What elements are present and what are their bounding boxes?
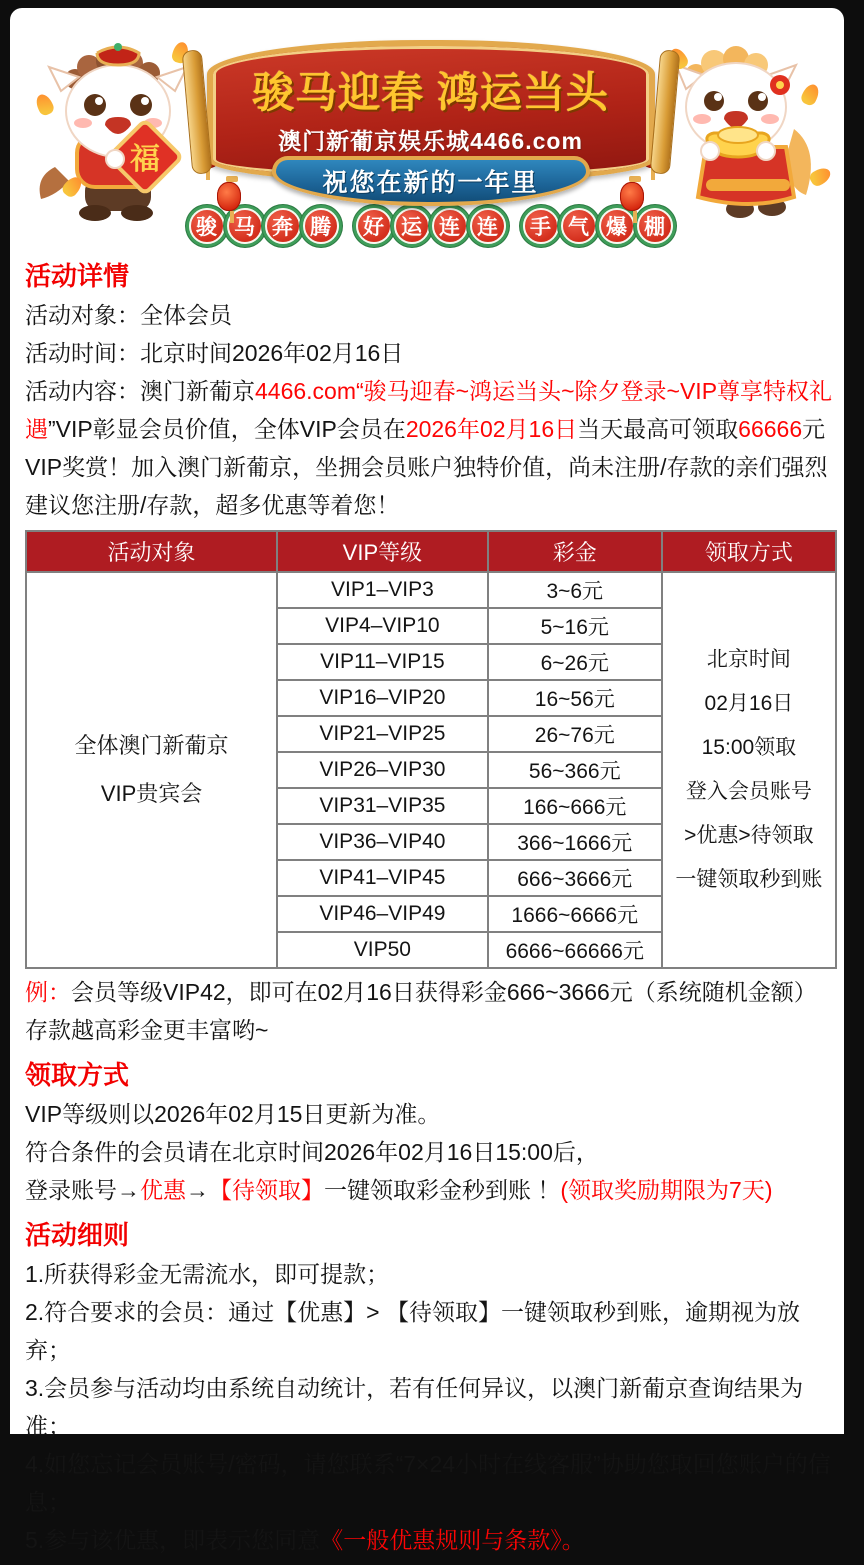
banner-site-url: 澳门新葡京娱乐城4466.com bbox=[278, 128, 583, 154]
slogan-badge-11: 爆 bbox=[599, 208, 635, 244]
text-segment: 4466.com bbox=[255, 378, 357, 404]
prize-cell: 16~56元 bbox=[488, 680, 662, 716]
text-segment: 符合条件的会员请在北京时间2026年02月16日15:00后， bbox=[25, 1139, 599, 1165]
header-claim-method: 领取方式 bbox=[662, 531, 836, 572]
banner-title: 骏马迎春 鸿运当头 bbox=[252, 69, 609, 116]
slogan-badge-8: 连 bbox=[470, 208, 506, 244]
text-segment: 一键领取彩金秒到账 ！ bbox=[324, 1177, 561, 1203]
prize-cell: 366~1666元 bbox=[488, 824, 662, 860]
banner-ribbon-text: 祝您在新的一年里 bbox=[322, 169, 539, 197]
header-prize: 彩金 bbox=[488, 531, 662, 572]
level-cell: VIP31–VIP35 bbox=[277, 788, 488, 824]
text-segment: 3.会员参与活动均由系统自动统计，若有任何异议，以澳门新葡京查询结果为准； bbox=[25, 1375, 804, 1439]
promo-banner bbox=[25, 36, 836, 250]
level-cell: VIP36–VIP40 bbox=[277, 824, 488, 860]
slogan-badge-5: 好 bbox=[356, 208, 392, 244]
slogan-badge-7: 连 bbox=[432, 208, 468, 244]
prize-cell: 666~3666元 bbox=[488, 860, 662, 896]
rules-list bbox=[25, 1255, 836, 1559]
text-segment: 66666 bbox=[738, 416, 803, 442]
text-segment: 2.符合要求的会员：通过【优惠】> 【待领取】一键领取秒到账，逾期视为放弃； bbox=[25, 1299, 801, 1363]
claim-method-cell: 北京时间 02月16日 15:00领取 登入会员账号 >优惠>待领取 一键领取秒到账 bbox=[662, 572, 836, 968]
rule-item-1 bbox=[25, 1255, 836, 1293]
section-heading-details: 活动详情 bbox=[25, 261, 130, 291]
text-segment: 1.所获得彩金无需流水，即可提款； bbox=[25, 1261, 390, 1287]
level-cell: VIP26–VIP30 bbox=[277, 752, 488, 788]
terms-link[interactable]: 《一般优惠规则与条款》。 bbox=[320, 1527, 585, 1553]
text-segment: 活动内容：澳门新葡京 bbox=[25, 378, 255, 404]
text-segment: 2026年02月16日 bbox=[405, 416, 578, 442]
prize-cell: 1666~6666元 bbox=[488, 896, 662, 932]
rule-item-2 bbox=[25, 1293, 836, 1369]
svg-text:福: 福 bbox=[130, 143, 160, 176]
prize-cell: 56~366元 bbox=[488, 752, 662, 788]
slogan-badge-2: 马 bbox=[227, 208, 263, 244]
section-heading-rules: 活动细则 bbox=[25, 1220, 130, 1250]
text-segment: (领取奖励期限为7天) bbox=[560, 1177, 773, 1203]
lantern-icon bbox=[217, 182, 241, 211]
text-segment: 【待领取】 bbox=[209, 1177, 324, 1203]
rule-item-4 bbox=[25, 1445, 836, 1521]
claim-line-3 bbox=[25, 1171, 836, 1209]
level-cell: VIP16–VIP20 bbox=[277, 680, 488, 716]
content-panel bbox=[10, 8, 844, 1553]
rule-item-3 bbox=[25, 1369, 836, 1445]
slogan-badge-10: 气 bbox=[561, 208, 597, 244]
text-segment: 5.参与该优惠，即表示您同意 bbox=[25, 1527, 321, 1553]
prize-cell: 26~76元 bbox=[488, 716, 662, 752]
claim-line-2 bbox=[25, 1133, 836, 1171]
text-segment: VIP等级则以2026年02月15日更新为准。 bbox=[25, 1101, 441, 1127]
text-segment: → bbox=[186, 1177, 209, 1203]
text-segment: ”VIP彰显会员价值，全体VIP会员在 bbox=[48, 416, 406, 442]
event-target-line bbox=[25, 296, 836, 334]
claim-line-1 bbox=[25, 1095, 836, 1133]
event-time-line bbox=[25, 334, 836, 372]
banner-ribbon bbox=[272, 156, 590, 206]
slogan-badge-6: 运 bbox=[394, 208, 430, 244]
slogan-badge-9: 手 bbox=[523, 208, 559, 244]
lantern-icon bbox=[620, 182, 644, 211]
text-segment: 4.如您忘记会员账号/密码，请您联系“7×24小时在线客服”协助您取回您账户的信息； bbox=[25, 1451, 831, 1515]
level-cell: VIP11–VIP15 bbox=[277, 644, 488, 680]
text-segment: 活动时间：北京时间2026年02月16日 bbox=[25, 340, 404, 366]
horse-blush bbox=[74, 118, 92, 128]
prize-cell: 3~6元 bbox=[488, 572, 662, 608]
prize-cell: 6666~66666元 bbox=[488, 932, 662, 968]
header-vip-level: VIP等级 bbox=[277, 531, 488, 572]
slogan-badge-4: 腾 bbox=[303, 208, 339, 244]
event-content-paragraph bbox=[25, 372, 836, 524]
level-cell: VIP21–VIP25 bbox=[277, 716, 488, 752]
text-segment: 当天最高可领取 bbox=[577, 416, 739, 442]
rule-item-5 bbox=[25, 1521, 836, 1559]
slogan-badge-3: 奔 bbox=[265, 208, 301, 244]
header-target: 活动对象 bbox=[26, 531, 277, 572]
level-cell: VIP46–VIP49 bbox=[277, 896, 488, 932]
section-heading-claim: 领取方式 bbox=[25, 1060, 130, 1090]
text-segment: 登录账号→ bbox=[25, 1177, 140, 1203]
level-cell: VIP1–VIP3 bbox=[277, 572, 488, 608]
slogan-badge-12: 棚 bbox=[637, 208, 673, 244]
level-cell: VIP4–VIP10 bbox=[277, 608, 488, 644]
text-segment: 会员等级VIP42，即可在02月16日获得彩金666~3666元（系统随机金额）存款越高彩金更丰富哟~ bbox=[25, 979, 817, 1043]
prize-cell: 6~26元 bbox=[488, 644, 662, 680]
text-segment: 例： bbox=[25, 979, 71, 1005]
prize-cell: 5~16元 bbox=[488, 608, 662, 644]
slogan-badge-1: 骏 bbox=[189, 208, 225, 244]
example-paragraph bbox=[25, 973, 836, 1049]
slogan-badge-row bbox=[25, 208, 836, 244]
vip-prize-table bbox=[25, 530, 837, 969]
level-cell: VIP50 bbox=[277, 932, 488, 968]
text-segment: 优惠 bbox=[140, 1177, 186, 1203]
table-header-row bbox=[26, 531, 836, 572]
level-cell: VIP41–VIP45 bbox=[277, 860, 488, 896]
prize-cell: 166~666元 bbox=[488, 788, 662, 824]
target-cell: 全体澳门新葡京 VIP贵宾会 bbox=[26, 572, 277, 968]
text-segment: “骏马迎春~鸿运当头~除夕登录~VIP尊享特权礼遇 bbox=[25, 378, 833, 442]
horse-hoof bbox=[106, 150, 124, 168]
text-segment: 活动对象：全体会员 bbox=[25, 302, 232, 328]
vip-row-1 bbox=[26, 572, 836, 608]
text-segment: 元VIP奖赏！加入澳门新葡京，坐拥会员账户独特价值，尚未注册/存款的亲们强烈建议您注册/存款，超多优惠等着您！ bbox=[25, 416, 828, 518]
